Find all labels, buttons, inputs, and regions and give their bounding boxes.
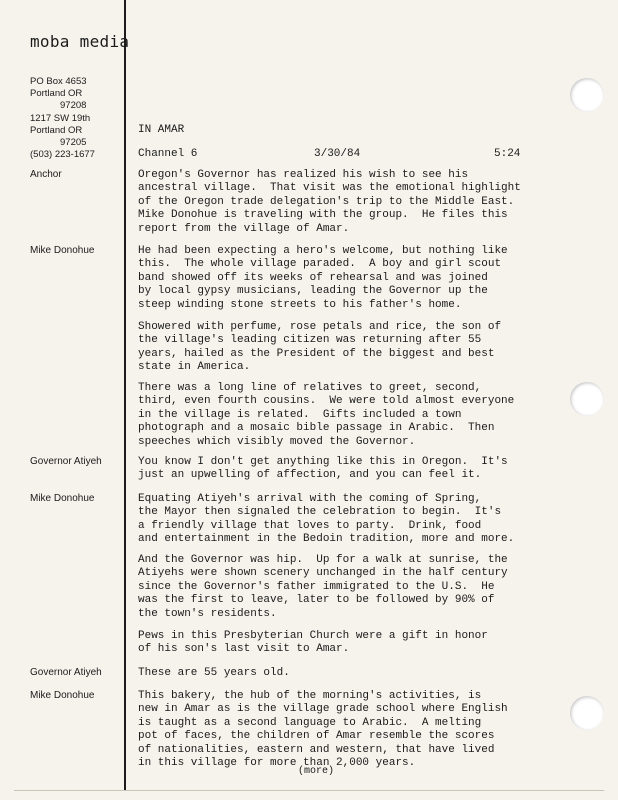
address-line: 1217 SW 19th (30, 112, 91, 124)
bottom-rule (14, 790, 604, 791)
story-title: IN AMAR (138, 124, 185, 136)
script-paragraph: You know I don't get anything like this in Oregon. It's just an upwelling of affection, and you can feel it. (138, 456, 508, 482)
duration: 5:24 (494, 148, 521, 160)
punch-hole (570, 78, 604, 112)
address-line: Portland OR (30, 88, 83, 100)
address-line: 97205 (60, 137, 87, 149)
speaker-label: Anchor (30, 169, 62, 180)
script-paragraph: And the Governor was hip. Up for a walk at sunrise, the Atiyehs were shown scenery unchanged in the half century since the Governor's father immigrated to the U.S. He was the first to leave, later to be followed by 90% of the town's residents. (138, 554, 508, 620)
script-paragraph: Oregon's Governor has realized his wish to see his ancestral village. That visit was the emotional highlight of the Oregon trade delegation's trip to the Middle East. Mike Donohue is traveling with the group. He files this report from the village of Amar. (138, 169, 521, 235)
continued-marker: (more) (298, 766, 335, 777)
speaker-label: Mike Donohue (30, 690, 95, 701)
address-line: 97208 (60, 100, 87, 112)
script-paragraph: There was a long line of relatives to greet, second, third, even fourth cousins. We were told almost everyone in the village is related. Gifts included a town photograph and a mosaic bible passage in Arabic. Then speeches which visibly moved the Governor. (138, 382, 515, 448)
script-paragraph: Showered with perfume, rose petals and rice, the son of the village's leading citizen was returning after 55 years, hailed as the President of the biggest and best state in America. (138, 321, 502, 374)
air-date: 3/30/84 (314, 148, 361, 160)
phone-number: (503) 223-1677 (30, 149, 95, 161)
speaker-label: Governor Atiyeh (30, 456, 102, 467)
script-paragraph: This bakery, the hub of the morning's activities, is new in Amar as is the village grade school where English is taught as a second language to Arabic. A melting pot of faces, the children of Amar resemble the scores of nationalities, eastern and western, that have lived in this village for more than 2,000 years. (138, 690, 508, 770)
speaker-label: Governor Atiyeh (30, 667, 102, 678)
margin-rule (124, 0, 126, 790)
script-paragraph: Pews in this Presbyterian Church were a gift in honor of his son's last visit to Amar. (138, 630, 488, 656)
company-name: moba media (30, 32, 130, 51)
channel: Channel 6 (138, 148, 198, 160)
company-address (30, 76, 95, 161)
script-paragraph: These are 55 years old. (138, 667, 290, 679)
script-paragraph: Equating Atiyeh's arrival with the coming of Spring, the Mayor then signaled the celebration to begin. It's a friendly village that loves to party. Drink, food and entertainment in the Bedoin tradition, more and more. (138, 493, 515, 546)
address-line: PO Box 4653 (30, 76, 87, 87)
speaker-label: Mike Donohue (30, 245, 95, 256)
address-line: Portland OR (30, 124, 83, 136)
speaker-label: Mike Donohue (30, 493, 95, 504)
script-paragraph: He had been expecting a hero's welcome, but nothing like this. The whole village paraded. A boy and girl scout band showed off its weeks of rehearsal and was joined by local gypsy musicians, leading the Governor up the steep winding stone streets to his father's home. (138, 245, 508, 311)
